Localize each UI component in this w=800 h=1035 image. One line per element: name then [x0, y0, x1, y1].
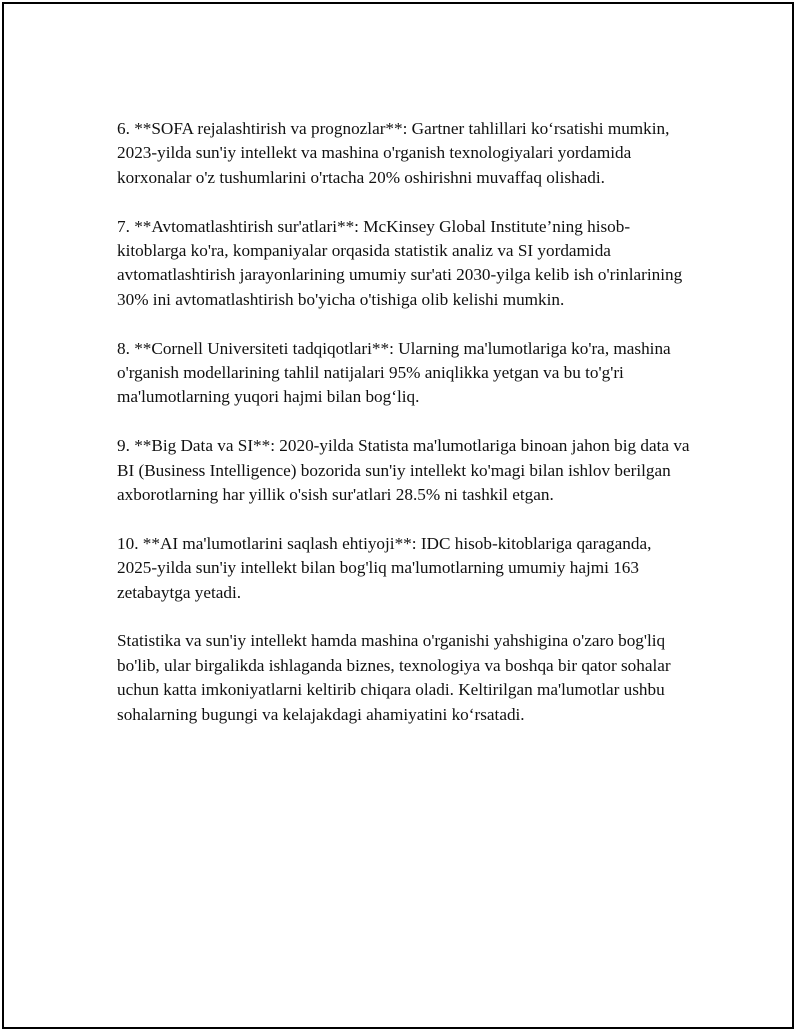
- conclusion-paragraph: Statistika va sun'iy intellekt hamda mashina o'rganishi yahshigina o'zaro bog'liq bo'lib, ular birgalikda ishlaganda biznes, texnologiya va boshqa bir qator sohalar uchun katta imkoniyatlarni keltirib chiqara oladi. Keltirilgan ma'lumotlar ushbu sohalarning bugungi va kelajakdagi ahamiyatini koʻrsatadi.: [117, 631, 671, 724]
- paragraph-item-9: 9. **Big Data va SI**: 2020-yilda Statista ma'lumotlariga binoan jahon big data va BI (Business Intelligence) bozorida sun'iy intellekt ko'magi bilan ishlov berilgan axborotlarning har yillik o'sish sur'atlari 28.5% ni tashkil etgan.: [117, 436, 690, 505]
- paragraph-item-6: 6. **SOFA rejalashtirish va prognozlar**: Gartner tahlillari koʻrsatishi mumkin, 2023-yilda sun'iy intellekt va mashina o'rganish texnologiyalari yordamida korxonalar o'z tushumlarini o'rtacha 20% oshirishni muvaffaq olishadi.: [117, 119, 670, 187]
- paragraph-item-10: 10. **AI ma'lumotlarini saqlash ehtiyoji**: IDC hisob-kitoblariga qaraganda, 2025-yilda sun'iy intellekt bilan bog'liq ma'lumotlarning umumiy hajmi 163 zetabaytga yetadi.: [117, 533, 652, 602]
- paragraph-item-8: 8. **Cornell Universiteti tadqiqotlari**: Ularning ma'lumotlariga ko'ra, mashina o'rganish modellarining tahlil natijalari 95% aniqlikka yetgan va bu to'g'ri ma'lumotlarning yuqori hajmi bilan bogʻliq.: [117, 338, 671, 407]
- paragraph-item-7: 7. **Avtomatlashtirish sur'atlari**: McKinsey Global Institute’ning hisob-kitoblarga ko'ra, kompaniyalar orqasida statistik analiz va SI yordamida avtomatlashtirish jarayonlarining umumiy sur'ati 2030-yilga kelib ish o'rinlarining 30% ini avtomatlashtirish bo'yicha o'tishiga olib kelishi mumkin.: [117, 216, 683, 309]
- document-body: [117, 117, 692, 751]
